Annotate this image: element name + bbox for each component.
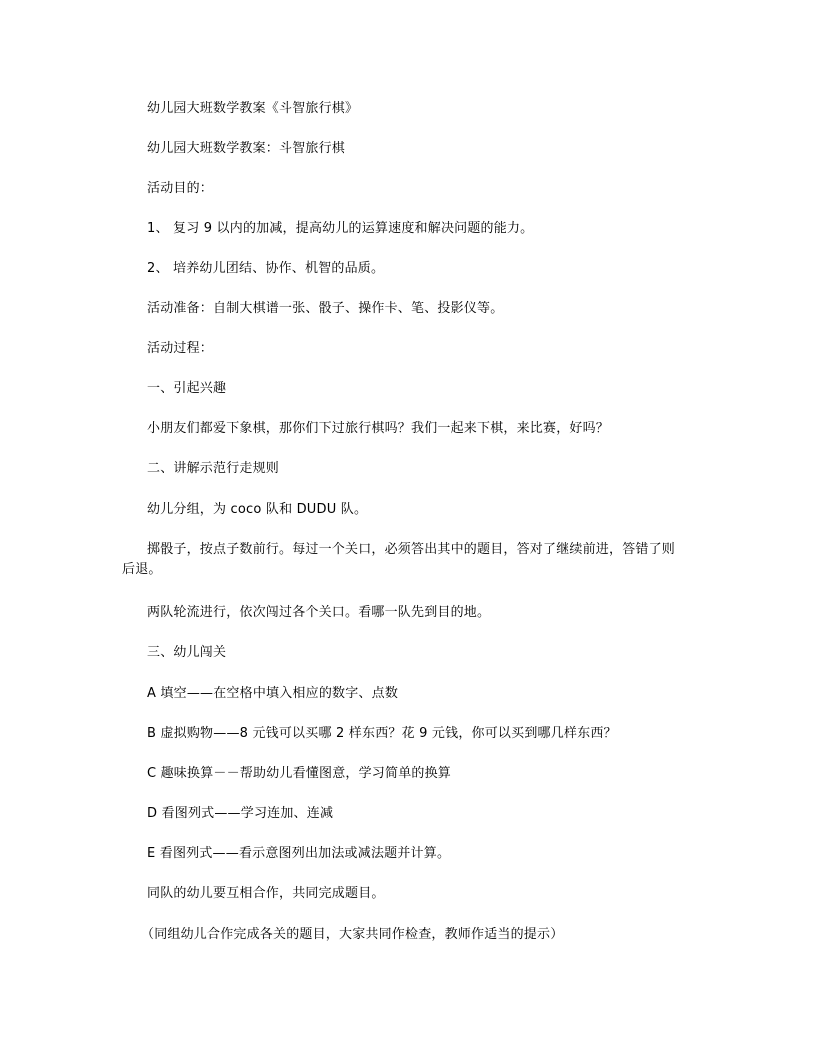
preparation-paragraph: 活动准备：自制大棋谱一张、骰子、操作卡、笔、投影仪等。 — [147, 301, 504, 316]
level-item-d: D 看图列式——学习连加、连减 — [147, 806, 334, 821]
body-paragraph-rules: 掷骰子，按点子数前行。每过一个关口，必须答出其中的题目，答对了继续前进，答错了则后退。 — [122, 542, 676, 577]
step-heading-2: 二、讲解示范行走规则 — [147, 461, 280, 476]
goal-item-2: 2、 培养幼儿团结、协作、机智的品质。 — [147, 261, 385, 276]
body-paragraph: 小朋友们都爱下象棋，那你们下过旅行棋吗？我们一起来下棋，来比赛，好吗？ — [147, 421, 610, 436]
document-subtitle: 幼儿园大班数学教案：斗智旅行棋 — [147, 141, 346, 156]
step-heading-3: 三、幼儿闯关 — [147, 645, 227, 660]
body-paragraph: 两队轮流进行，依次闯过各个关口。看哪一队先到目的地。 — [147, 605, 491, 620]
level-item-b: B 虚拟购物——8 元钱可以买哪 2 样东西？花 9 元钱，你可以买到哪几样东西？ — [147, 726, 617, 741]
body-paragraph-note: （同组幼儿合作完成各关的题目，大家共同作检查，教师作适当的提示） — [141, 927, 564, 942]
section-heading-process: 活动过程： — [147, 341, 214, 356]
step-heading-1: 一、引起兴趣 — [147, 381, 227, 396]
document-title: 幼儿园大班数学教案《斗智旅行棋》 — [147, 101, 359, 116]
body-paragraph: 幼儿分组，为 coco 队和 DUDU 队。 — [147, 502, 368, 517]
body-paragraph: 同队的幼儿要互相合作，共同完成题目。 — [147, 886, 385, 901]
level-item-e: E 看图列式——看示意图列出加法或减法题并计算。 — [147, 846, 451, 861]
goal-item-1: 1、 复习 9 以内的加减，提高幼儿的运算速度和解决问题的能力。 — [147, 221, 534, 236]
level-item-c: C 趣味换算－－帮助幼儿看懂图意，学习简单的换算 — [147, 766, 452, 781]
level-item-a: A 填空——在空格中填入相应的数字、点数 — [147, 686, 399, 701]
section-heading-goals: 活动目的： — [147, 181, 214, 196]
